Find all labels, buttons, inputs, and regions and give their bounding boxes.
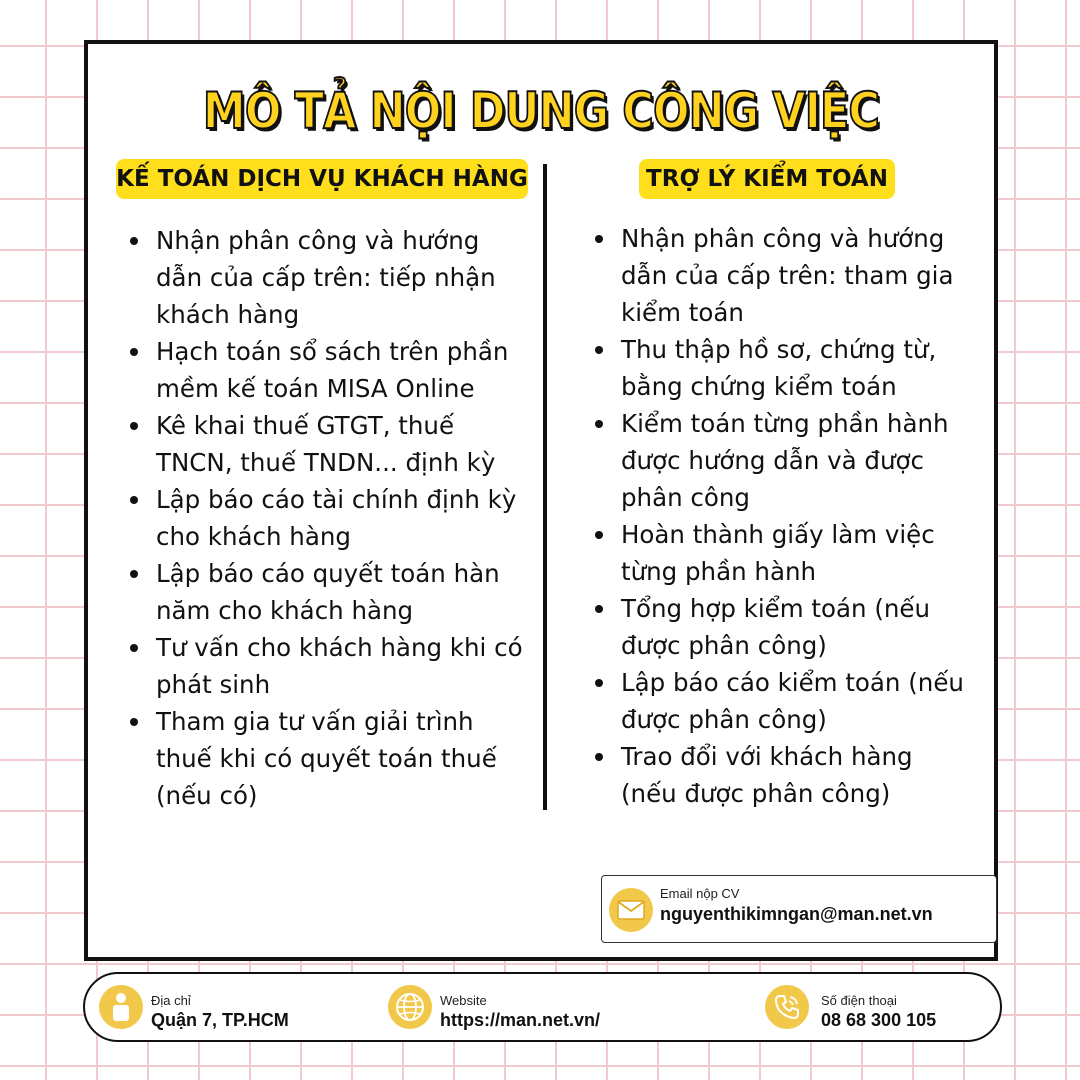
- envelope-icon: [609, 888, 653, 932]
- list-item: Lập báo cáo kiểm toán (nếu được phân công): [595, 664, 965, 738]
- right-duty-list: [595, 220, 965, 812]
- address-value: Quận 7, TP.HCM: [151, 1010, 289, 1030]
- right-column-heading: TRỢ LÝ KIỂM TOÁN: [639, 159, 895, 199]
- list-item: Hạch toán sổ sách trên phần mềm kế toán MISA Online: [130, 333, 530, 407]
- person-icon: [99, 985, 143, 1029]
- website-label: Website: [440, 993, 487, 1008]
- list-item: Lập báo cáo tài chính định kỳ cho khách hàng: [130, 481, 530, 555]
- list-item: Hoàn thành giấy làm việc từng phần hành: [595, 516, 965, 590]
- list-item: Nhận phân công và hướng dẫn của cấp trên: tham gia kiểm toán: [595, 220, 965, 331]
- list-item: Kiểm toán từng phần hành được hướng dẫn và được phân công: [595, 405, 965, 516]
- list-item: Trao đổi với khách hàng (nếu được phân công): [595, 738, 965, 812]
- email-contact-box[interactable]: [601, 875, 997, 943]
- phone-number[interactable]: 08 68 300 105: [821, 1010, 937, 1030]
- address-item: [99, 974, 359, 1040]
- left-duty-list: [130, 222, 530, 814]
- page-title: MÔ TẢ NỘI DUNG CÔNG VIỆC: [202, 82, 880, 140]
- list-item: Tham gia tư vấn giải trình thuế khi có quyết toán thuế (nếu có): [130, 703, 530, 814]
- phone-item: [765, 974, 985, 1040]
- left-column-heading: KẾ TOÁN DỊCH VỤ KHÁCH HÀNG: [116, 159, 528, 199]
- list-item: Kê khai thuế GTGT, thuế TNCN, thuế TNDN... định kỳ: [130, 407, 530, 481]
- website-link[interactable]: https://man.net.vn/: [440, 1010, 601, 1030]
- column-divider: [543, 164, 547, 810]
- globe-icon: [388, 985, 432, 1029]
- address-label: Địa chỉ: [151, 993, 191, 1008]
- phone-icon: [765, 985, 809, 1029]
- list-item: Thu thập hồ sơ, chứng từ, bằng chứng kiểm toán: [595, 331, 965, 405]
- email-label: Email nộp CV: [660, 886, 740, 901]
- email-address[interactable]: nguyenthikimngan@man.net.vn: [660, 904, 933, 924]
- phone-label: Số điện thoại: [821, 993, 897, 1008]
- list-item: Tổng hợp kiểm toán (nếu được phân công): [595, 590, 965, 664]
- job-description-card: [84, 40, 998, 961]
- contact-footer: [83, 972, 1002, 1042]
- list-item: Tư vấn cho khách hàng khi có phát sinh: [130, 629, 530, 703]
- list-item: Nhận phân công và hướng dẫn của cấp trên: tiếp nhận khách hàng: [130, 222, 530, 333]
- website-item: [388, 974, 668, 1040]
- list-item: Lập báo cáo quyết toán hàn năm cho khách hàng: [130, 555, 530, 629]
